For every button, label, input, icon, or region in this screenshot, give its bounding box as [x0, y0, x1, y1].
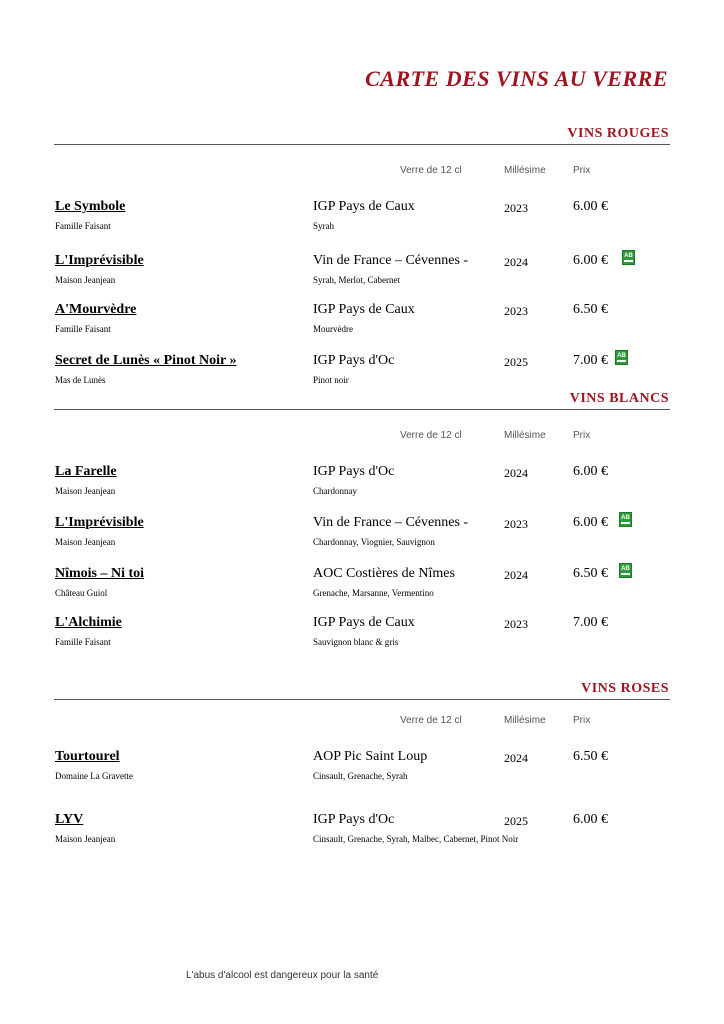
wine-producer: Château Guiol	[55, 588, 108, 598]
column-header-glass: Verre de 12 cl	[400, 430, 462, 441]
section-title-reds: VINS ROUGES	[567, 126, 669, 141]
wine-appellation: AOC Costières de Nîmes	[313, 566, 455, 581]
section-title-roses: VINS ROSES	[581, 681, 669, 696]
wine-grapes: Cinsault, Grenache, Syrah, Malbec, Cabernet, Pinot Noir	[313, 834, 519, 844]
organic-ab-icon: AB	[619, 512, 632, 527]
wine-appellation: IGP Pays de Caux	[313, 199, 415, 214]
wine-producer: Maison Jeanjean	[55, 275, 116, 285]
section-divider	[54, 144, 670, 145]
wine-appellation: IGP Pays d'Oc	[313, 464, 395, 479]
wine-grapes: Chardonnay, Viognier, Sauvignon	[313, 537, 435, 547]
organic-ab-icon: AB	[619, 563, 632, 578]
wine-grapes: Cinsault, Grenache, Syrah	[313, 771, 408, 781]
organic-ab-icon: AB	[615, 350, 628, 365]
wine-price: 6.50 €	[573, 302, 608, 317]
wine-grapes: Syrah	[313, 221, 334, 231]
wine-price: 6.00 €	[573, 199, 608, 214]
wine-name: L'Imprévisible	[55, 253, 144, 268]
wine-price: 7.00 €	[573, 615, 608, 630]
wine-producer: Famille Faisant	[55, 221, 111, 231]
wine-producer: Maison Jeanjean	[55, 537, 116, 547]
column-header-price: Prix	[573, 165, 591, 176]
wine-vintage: 2023	[504, 517, 528, 531]
wine-producer: Maison Jeanjean	[55, 834, 116, 844]
wine-grapes: Pinot noir	[313, 375, 349, 385]
column-header-price: Prix	[573, 715, 591, 726]
wine-name: Secret de Lunès « Pinot Noir »	[55, 353, 237, 368]
wine-appellation: Vin de France – Cévennes -	[313, 515, 469, 530]
wine-grapes: Syrah, Merlot, Cabernet	[313, 275, 400, 285]
wine-name: La Farelle	[55, 464, 117, 479]
column-header-glass: Verre de 12 cl	[400, 165, 462, 176]
wine-name: Nîmois – Ni toi	[55, 566, 145, 581]
wine-appellation: IGP Pays d'Oc	[313, 812, 395, 827]
wine-vintage: 2025	[504, 814, 528, 828]
wine-price: 6.50 €	[573, 749, 608, 764]
wine-name: A'Mourvèdre	[55, 302, 137, 317]
wine-price: 6.00 €	[573, 253, 608, 268]
wine-price: 7.00 €	[573, 353, 608, 368]
column-header-price: Prix	[573, 430, 591, 441]
wine-grapes: Mourvèdre	[313, 324, 353, 334]
column-header-vintage: Millésime	[504, 165, 546, 176]
wine-name: Le Symbole	[55, 199, 126, 214]
wine-vintage: 2024	[504, 568, 528, 582]
wine-appellation: IGP Pays de Caux	[313, 615, 415, 630]
wine-appellation: Vin de France – Cévennes -	[313, 253, 469, 268]
wine-vintage: 2025	[504, 355, 528, 369]
column-header-vintage: Millésime	[504, 430, 546, 441]
wine-producer: Domaine La Gravette	[55, 771, 133, 781]
wine-vintage: 2024	[504, 751, 528, 765]
wine-name: Tourtourel	[55, 749, 120, 764]
page-title: CARTE DES VINS AU VERRE	[365, 66, 668, 91]
wine-name: L'Imprévisible	[55, 515, 144, 530]
wine-vintage: 2024	[504, 255, 528, 269]
section-divider	[54, 699, 670, 700]
wine-vintage: 2023	[504, 304, 528, 318]
section-title-whites: VINS BLANCS	[569, 391, 669, 406]
wine-appellation: IGP Pays d'Oc	[313, 353, 395, 368]
wine-producer: Mas de Lunès	[55, 375, 106, 385]
wine-price: 6.50 €	[573, 566, 608, 581]
column-header-vintage: Millésime	[504, 715, 546, 726]
wine-name: L'Alchimie	[55, 615, 122, 630]
wine-grapes: Sauvignon blanc & gris	[313, 637, 399, 647]
wine-vintage: 2023	[504, 201, 528, 215]
wine-vintage: 2023	[504, 617, 528, 631]
wine-appellation: AOP Pic Saint Loup	[313, 749, 428, 764]
wine-producer: Maison Jeanjean	[55, 486, 116, 496]
wine-price: 6.00 €	[573, 515, 608, 530]
wine-producer: Famille Faisant	[55, 637, 111, 647]
wine-price: 6.00 €	[573, 812, 608, 827]
wine-name: LYV	[55, 812, 84, 827]
wine-appellation: IGP Pays de Caux	[313, 302, 415, 317]
section-divider	[54, 409, 670, 410]
wine-grapes: Grenache, Marsanne, Vermentino	[313, 588, 434, 598]
organic-ab-icon: AB	[622, 250, 635, 265]
wine-producer: Famille Faisant	[55, 324, 111, 334]
health-warning: L'abus d'alcool est dangereux pour la santé	[186, 970, 379, 981]
wine-vintage: 2024	[504, 466, 528, 480]
wine-grapes: Chardonnay	[313, 486, 357, 496]
column-header-glass: Verre de 12 cl	[400, 715, 462, 726]
wine-price: 6.00 €	[573, 464, 608, 479]
